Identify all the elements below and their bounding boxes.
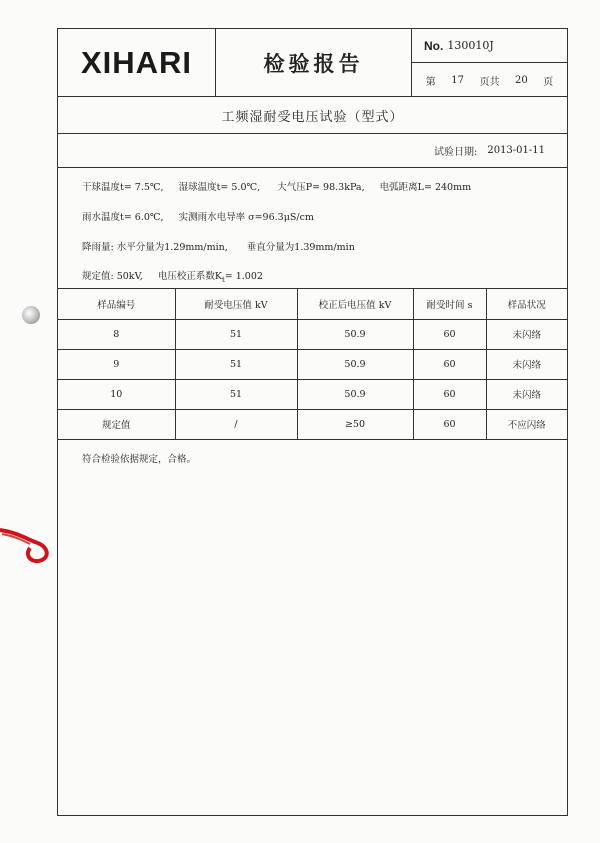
- conditions-line-2: [82, 209, 314, 223]
- column-header: 样品状况: [486, 289, 567, 319]
- table-cell: ≥50: [297, 409, 413, 439]
- report-header: [58, 29, 567, 97]
- report-number: [412, 29, 567, 63]
- dry-bulb-temp: 干球温度t= 7.5℃,: [82, 182, 164, 193]
- correction-factor-subscript: t: [221, 275, 225, 284]
- results-table: [58, 289, 567, 440]
- test-date-value: 2013-01-11: [487, 145, 545, 156]
- page-mid: 页共: [479, 76, 500, 88]
- table-cell: 51: [175, 349, 297, 379]
- company-logo: XIHARI: [80, 45, 193, 80]
- table-cell: 50.9: [297, 349, 413, 379]
- report-title: 检验报告: [263, 52, 364, 76]
- specified-value: 规定值: 50kV,: [82, 271, 143, 282]
- page-total: 20: [514, 74, 528, 86]
- conditions-line-3: [82, 239, 355, 253]
- column-header: 校正后电压值 kV: [297, 289, 413, 319]
- table-row: [58, 379, 567, 409]
- report-title-cell: [216, 29, 412, 97]
- page-suffix: 页: [543, 76, 554, 88]
- table-cell: 不应闪络: [486, 409, 567, 439]
- report-number-label: No.: [424, 38, 444, 53]
- precipitation-rate: 降雨量: 水平分量为1.29mm/min, 垂直分量为1.39mm/min: [82, 242, 355, 253]
- table-cell: 10: [58, 379, 175, 409]
- table-header-row: [58, 289, 567, 319]
- table-row: [58, 319, 567, 349]
- column-header: 耐受电压值 kV: [175, 289, 297, 319]
- air-pressure: 大气压P= 98.3kPa,: [277, 182, 365, 193]
- table-cell: 51: [175, 379, 297, 409]
- correction-factor: [158, 268, 263, 284]
- table-cell: 8: [58, 319, 175, 349]
- conclusion-text: 符合检验依据规定，合格。: [82, 454, 197, 465]
- table-cell: 未闪络: [486, 319, 567, 349]
- table-cell: 60: [413, 409, 486, 439]
- column-header: 耐受时间 s: [413, 289, 486, 319]
- column-header: 样品编号: [58, 289, 175, 319]
- rain-conductivity: 实测雨水电导率 σ=96.3μS/cm: [178, 212, 314, 223]
- table-cell: 50.9: [297, 379, 413, 409]
- arc-distance: 电弧距离L= 240mm: [379, 182, 472, 193]
- rain-water-temp: 雨水温度t= 6.0℃,: [82, 212, 164, 223]
- correction-factor-value: = 1.002: [224, 271, 263, 282]
- wet-bulb-temp: 湿球温度t= 5.0℃,: [178, 182, 261, 193]
- test-title: 工频湿耐受电压试验（型式）: [58, 97, 567, 134]
- report-frame: [57, 28, 568, 816]
- table-cell: 60: [413, 379, 486, 409]
- table-row-spec: [58, 409, 567, 439]
- table-cell: 未闪络: [486, 379, 567, 409]
- table-cell: 60: [413, 349, 486, 379]
- report-number-value: 130010J: [447, 39, 494, 52]
- binding-hole: [22, 306, 40, 324]
- table-cell: 50.9: [297, 319, 413, 349]
- correction-factor-label: 电压校正系数K: [157, 271, 222, 282]
- table-cell: 未闪络: [486, 349, 567, 379]
- page-current: 17: [451, 74, 464, 86]
- test-date-row: [58, 134, 567, 168]
- conditions-line-1: [82, 179, 471, 193]
- conditions-line-4: [82, 268, 263, 284]
- test-conditions: [58, 168, 567, 289]
- test-date-label: 试验日期:: [433, 147, 478, 158]
- binding-string: [0, 520, 60, 580]
- page-indicator: [412, 63, 567, 97]
- table-cell: 9: [58, 349, 175, 379]
- table-cell: /: [175, 409, 297, 439]
- logo-cell: [58, 29, 216, 97]
- table-cell: 60: [413, 319, 486, 349]
- table-row: [58, 349, 567, 379]
- table-cell: 规定值: [58, 409, 175, 439]
- page-prefix: 第: [425, 76, 436, 88]
- table-cell: 51: [175, 319, 297, 349]
